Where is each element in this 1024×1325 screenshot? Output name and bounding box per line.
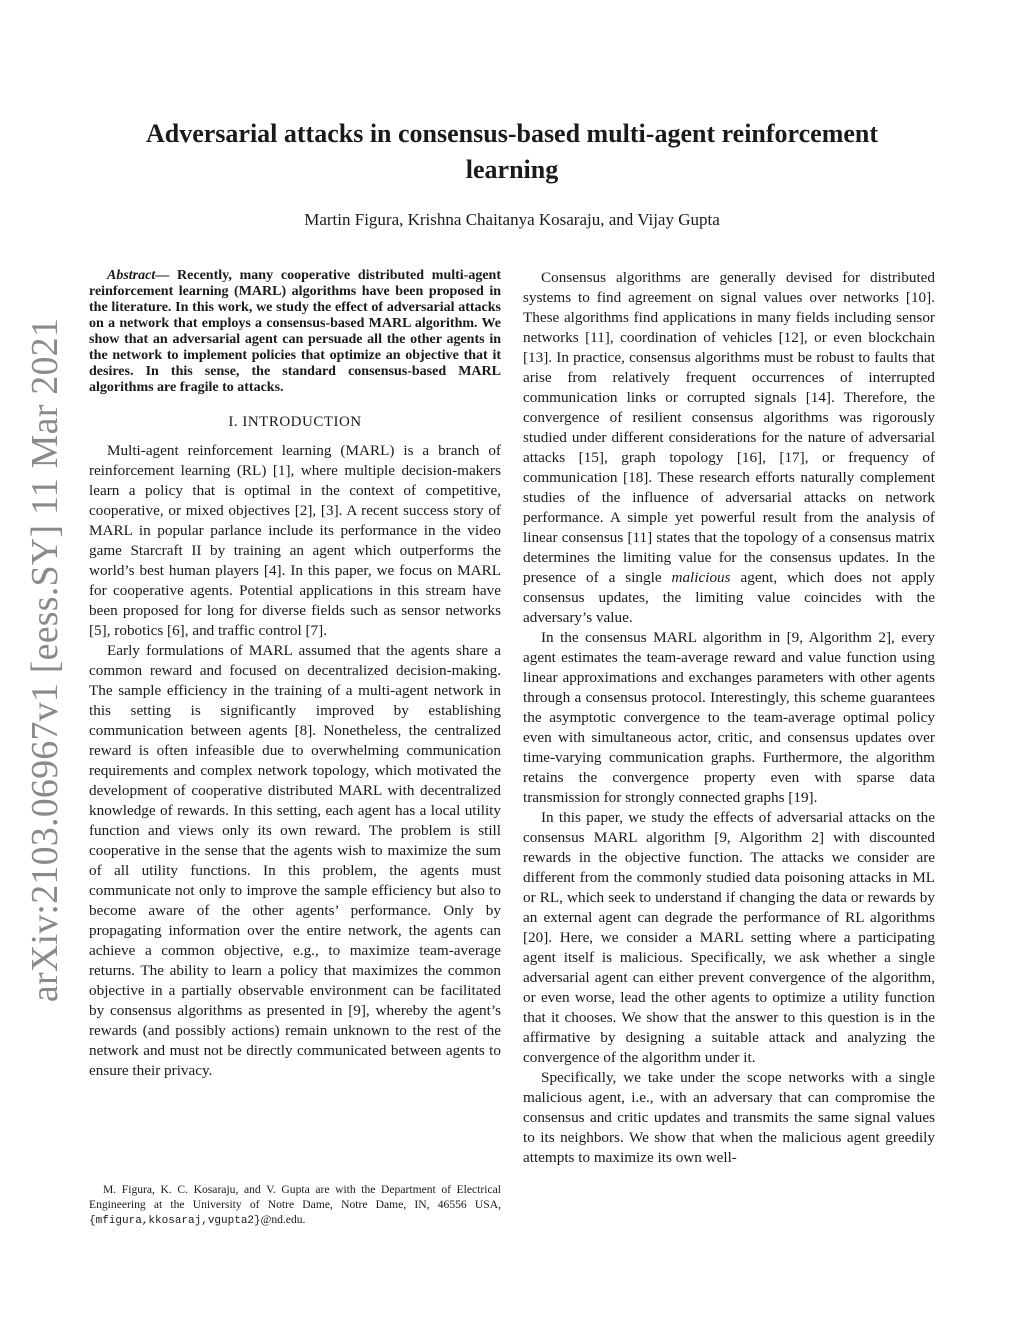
right-paragraph-1-start: Consensus algorithms are generally devised for distributed systems to find agreement on signal values over networks [10]. These algorithms find applications in many fields including sensor networks [11], coordination of vehicles [12], or even blockchain [13]. In practice, consensus algorithms must be robust to faults that arise from relatively frequent occurrences of interrupted communication links or corrupted signals [14]. Therefore, the convergence of resilient consensus algorithms was rigorously studied under different considerations for the nature of adversarial attacks [15], graph topology [16], [17], or frequency of communication [18]. These research efforts naturally complement studies of the influence of adversarial attacks on network performance. A simple yet powerful result from the analysis of linear consensus [11] states that the topology of a consensus matrix determines the limiting value for the consensus updates. In the presence of a single: [523, 269, 935, 586]
right-paragraph-1-end: agent, which does not apply consensus updates, the limiting value coincides with the adversary’s value.: [523, 569, 935, 626]
right-paragraph-3: In this paper, we study the effects of adversarial attacks on the consensus MARL algorithm [9, Algorithm 2] with discounted rewards in the objective function. The attacks we consider are different from the commonly studied data poisoning attacks in ML or RL, which seek to understand if changing the data or rewards by an external agent can degrade the performance of RL algorithms [20]. Here, we consider a MARL setting where a participating agent itself is malicious. Specifically, we ask whether a single adversarial agent can either prevent convergence of the algorithm, or even worse, lead the other agents to optimize a utility function that it chooses. We show that the answer to this question is in the affirmative by designing a suitable attack and analyzing the convergence of the algorithm under it.: [523, 809, 935, 1066]
arxiv-identifier: arXiv:2103.06967v1 [eess.SY] 11 Mar 2021: [24, 317, 66, 1003]
left-column: [89, 268, 501, 1081]
abstract: [89, 268, 501, 396]
right-paragraph-2: In the consensus MARL algorithm in [9, Algorithm 2], every agent estimates the team-average reward and value function using linear approximations and exchanges parameters with other agents through a consensus protocol. Interestingly, this scheme guarantees the asymptotic convergence to the team-average optimal policy even with simultaneous actor, critic, and consensus updates over time-varying communication graphs. Furthermore, the algorithm retains the convergence property even with sparse data transmission for strongly connected graphs [19].: [523, 629, 935, 806]
abstract-label: Abstract: [107, 268, 156, 283]
paper-authors: Martin Figura, Krishna Chaitanya Kosaraju, and Vijay Gupta: [304, 210, 720, 229]
right-column: [523, 268, 935, 1168]
right-paragraph-1: [523, 268, 935, 628]
arxiv-sidebar: [20, 317, 70, 1003]
paper-title: Adversarial attacks in consensus-based multi-agent reinforcement learning: [145, 119, 879, 184]
section-heading-introduction: I. INTRODUCTION: [228, 414, 362, 430]
right-paragraph-4: Specifically, we take under the scope networks with a single malicious agent, i.e., with an adversary that can compromise the consensus and critic updates and transmits the same signal values to its neighbors. We show that when the malicious agent greedily attempts to maximize its own well-: [523, 1069, 935, 1166]
footnote-affiliation: M. Figura, K. C. Kosaraju, and V. Gupta are with the Department of Electrical Engineering at the University of Notre Dame, Notre Dame, IN, 46556 USA,: [89, 1183, 501, 1211]
abstract-text: — Recently, many cooperative distributed multi-agent reinforcement learning (MARL) algorithms have been proposed in the literature. In this work, we study the effect of adversarial attacks on a network that employs a consensus-based MARL algorithm. We show that an adversarial agent can persuade all the other agents in the network to implement policies that optimize an objective that it desires. In this sense, the standard consensus-based MARL algorithms are fragile to attacks.: [89, 268, 501, 395]
intro-paragraph-1: Multi-agent reinforcement learning (MARL) is a branch of reinforcement learning (RL) [1], where multiple decision-makers learn a policy that is optimal in the context of competitive, cooperative, or mixed objectives [2], [3]. A recent success story of MARL in popular parlance include its performance in the video game Starcraft II by training an agent which outperforms the world’s best human players [4]. In this paper, we focus on MARL for cooperative agents. Potential applications in this stream have been proposed for long for diverse fields such as sensor networks [5], robotics [6], and traffic control [7].: [89, 442, 501, 639]
intro-paragraph-2: Early formulations of MARL assumed that the agents share a common reward and focused on decentralized decision-making. The sample efficiency in the training of a multi-agent network in this setting is significantly improved by establishing communication between agents [8]. Nonetheless, the centralized reward is often infeasible due to overwhelming communication requirements and complex network topology, which motivated the development of cooperative distributed MARL with decentralized knowledge of rewards. In this setting, each agent has a local utility function and views only its own reward. The problem is still cooperative in the sense that the agents wish to maximize the sum of all utility functions. In this problem, the agents must communicate not only to improve the sample efficiency but also to become aware of the other agents’ performance. Only by propagating information over the entire network, the agents can achieve a common objective, e.g., to maximize team-average returns. The ability to learn a policy that maximizes the common objective in a partially observable environment can be facilitated by consensus algorithms as presented in [9], whereby the agent’s rewards (and possibly actions) remain unknown to the rest of the network and must not be directly communicated between agents to ensure their privacy.: [89, 642, 501, 1079]
footnote-email-domain: @nd.edu.: [260, 1213, 306, 1226]
footnote-emails: {mfigura,kkosaraj,vgupta2}: [89, 1215, 261, 1227]
affiliation-footnote: [89, 1182, 501, 1229]
malicious-emphasis: malicious: [671, 569, 731, 586]
footnote-text: [89, 1182, 501, 1229]
